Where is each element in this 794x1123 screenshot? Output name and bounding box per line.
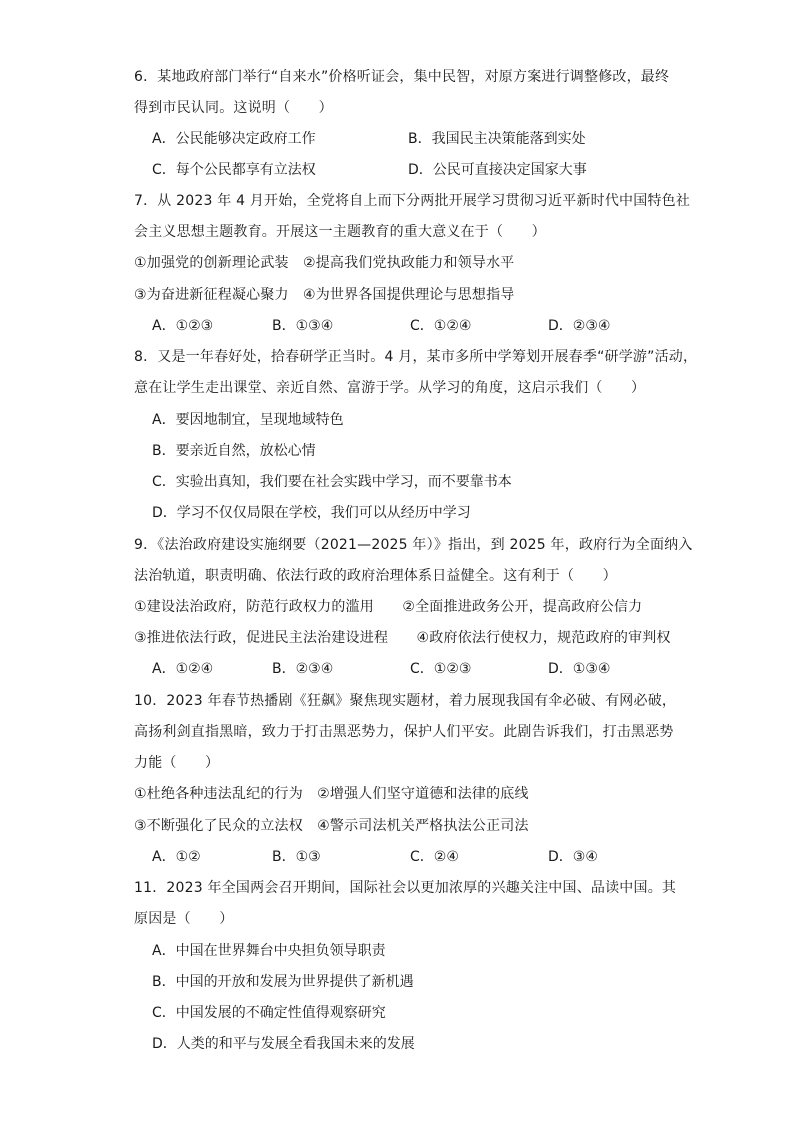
q9-stem-line-2: 法治轨道，职责明确、依法行政的政府治理体系日益健全。这有利于（ ）	[134, 568, 617, 584]
q9-option-a[interactable]: A．①②④	[152, 661, 214, 677]
q9-statements-line-2: ③推进依法行政，促进民主法治建设进程 ④政府依法行使权力，规范政府的审判权	[134, 630, 671, 646]
q10-stem-line-1: 10．2023 年春节热播剧《狂飙》聚焦现实题材，着力展现我国有伞必破、有网必破，	[134, 693, 677, 709]
q6-stem-line-2: 得到市民认同。这说明（ ）	[134, 100, 333, 116]
q8-option-c[interactable]: C．实验出真知，我们要在社会实践中学习，而不要靠书本	[152, 474, 512, 490]
q7-statements-line-2: ③为奋进新征程凝心聚力 ④为世界各国提供理论与思想指导	[134, 287, 515, 303]
q9-stem-line-1: 9．《法治政府建设实施纲要（2021—2025 年）》指出，到 2025 年，政府行为全面纳入	[134, 537, 693, 553]
q6-option-b[interactable]: B．我国民主决策能落到实处	[408, 131, 586, 147]
q10-stem-line-3: 力能（ ）	[134, 755, 220, 771]
q11-option-d[interactable]: D．人类的和平与发展全看我国未来的发展	[152, 1036, 415, 1052]
q7-option-a[interactable]: A．①②③	[152, 318, 214, 334]
q7-stem-line-1: 7．从 2023 年 4 月开始，全党将自上而下分两批开展学习贯彻习近平新时代中国特色社	[134, 193, 691, 209]
q7-option-b[interactable]: B．①③④	[272, 318, 334, 334]
q7-option-c[interactable]: C．①②④	[410, 318, 472, 334]
q10-statements-line-2: ③不断强化了民众的立法权 ④警示司法机关严格执法公正司法	[134, 818, 529, 834]
q11-option-c[interactable]: C．中国发展的不确定性值得观察研究	[152, 1005, 386, 1021]
q9-option-c[interactable]: C．①②③	[410, 661, 472, 677]
q6-option-d[interactable]: D．公民可直接决定国家大事	[408, 162, 587, 178]
q10-option-a[interactable]: A．①②	[152, 849, 201, 865]
q7-option-d[interactable]: D．②③④	[548, 318, 611, 334]
q6-option-c[interactable]: C．每个公民都享有立法权	[152, 162, 316, 178]
q10-option-b[interactable]: B．①③	[272, 849, 321, 865]
q8-option-d[interactable]: D．学习不仅仅局限在学校，我们可以从经历中学习	[152, 505, 471, 521]
q7-statements-line-1: ①加强党的创新理论武装 ②提高我们党执政能力和领导水平	[134, 255, 515, 271]
q11-stem-line-1: 11．2023 年全国两会召开期间，国际社会以更加浓厚的兴趣关注中国、品读中国。其	[134, 880, 677, 896]
q9-statements-line-1: ①建设法治政府，防范行政权力的滥用 ②全面推进政务公开，提高政府公信力	[134, 599, 643, 615]
q6-option-a[interactable]: A．公民能够决定政府工作	[152, 131, 316, 147]
q8-stem-line-1: 8．又是一年春好处，拾春研学正当时。4 月，某市多所中学筹划开展春季“研学游”活动，	[134, 349, 698, 365]
q10-option-d[interactable]: D．③④	[548, 849, 598, 865]
q10-option-c[interactable]: C．②④	[410, 849, 459, 865]
q10-stem-line-2: 高扬利剑直指黑暗，致力于打击黑恶势力，保护人们平安。此剧告诉我们，打击黑恶势	[134, 724, 674, 740]
q9-option-b[interactable]: B．②③④	[272, 661, 334, 677]
q7-stem-line-2: 会主义思想主题教育。开展这一主题教育的重大意义在于（ ）	[134, 224, 546, 240]
q11-stem-line-2: 原因是（ ）	[134, 911, 234, 927]
q9-option-d[interactable]: D．①③④	[548, 661, 611, 677]
q11-option-a[interactable]: A．中国在世界舞台中央担负领导职责	[152, 943, 386, 959]
q8-option-b[interactable]: B．要亲近自然，放松心情	[152, 443, 316, 459]
q6-stem-line-1: 6．某地政府部门举行“自来水”价格听证会，集中民智，对原方案进行调整修改，最终	[134, 69, 670, 85]
q10-statements-line-1: ①杜绝各种违法乱纪的行为 ②增强人们坚守道德和法律的底线	[134, 786, 529, 802]
q8-stem-line-2: 意在让学生走出课堂、亲近自然、富游于学。从学习的角度，这启示我们（ ）	[134, 380, 646, 396]
q8-option-a[interactable]: A．要因地制宜，呈现地域特色	[152, 412, 344, 428]
q11-option-b[interactable]: B．中国的开放和发展为世界提供了新机遇	[152, 974, 414, 990]
